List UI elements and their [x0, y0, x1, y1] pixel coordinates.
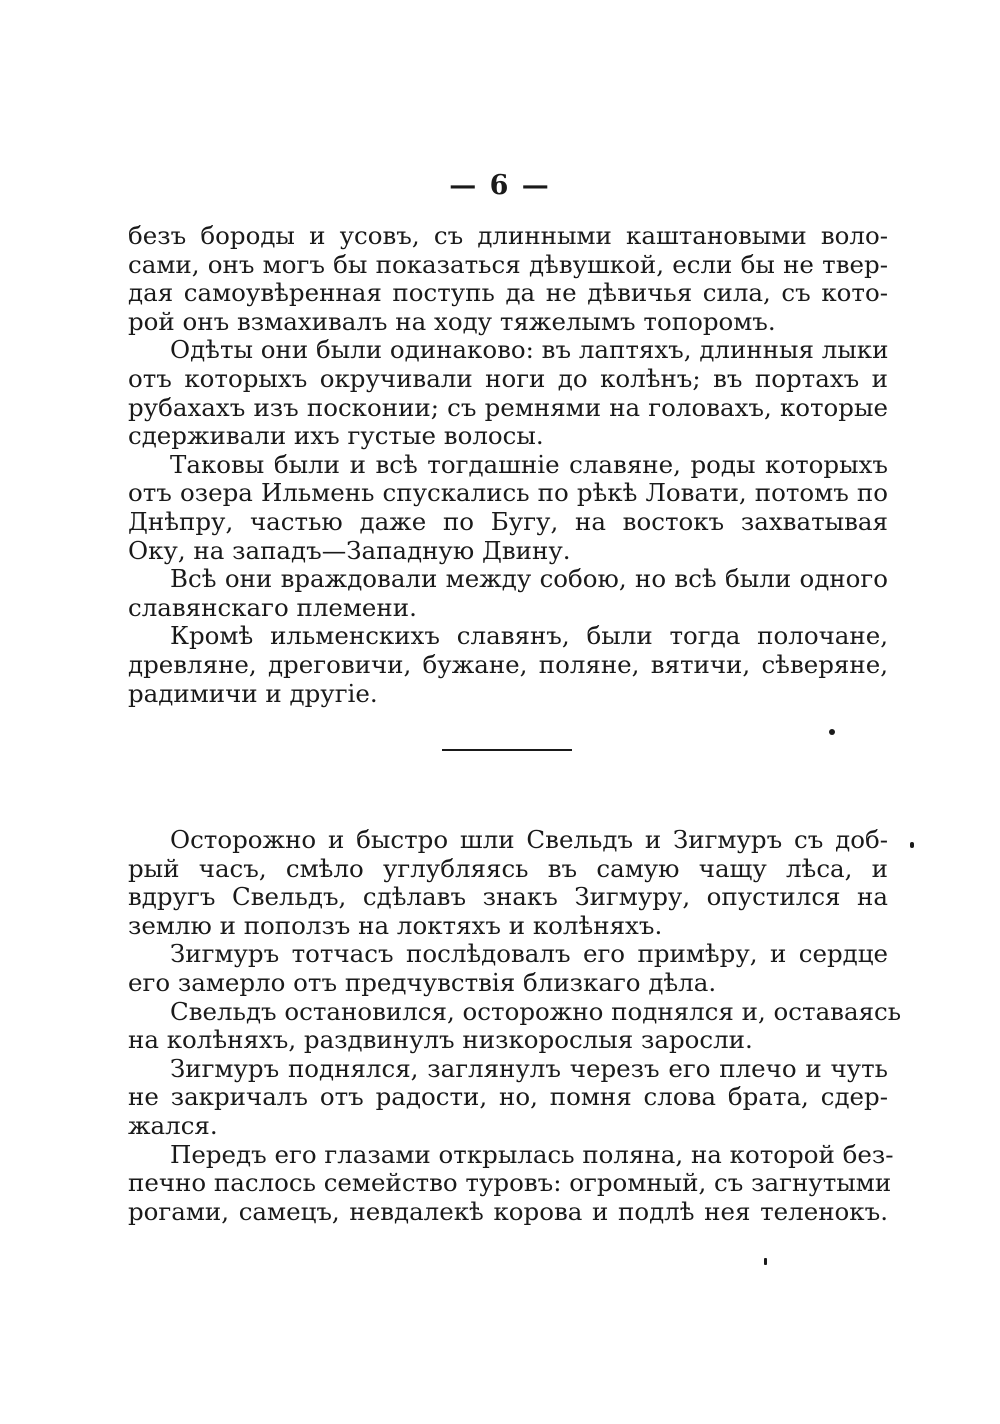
paragraph-start-line: Осторожно и быстро шли Свельдъ и Зигмуръ съ доб- — [170, 825, 888, 854]
text-line: на колѣняхъ, раздвинулъ низкорослыя заросли. — [128, 1025, 753, 1055]
text-line: Днѣпру, частью даже по Бугу, на востокъ захватывая — [128, 506, 888, 536]
paragraph-start-line: Зигмуръ поднялся, заглянулъ черезъ его плечо и чуть — [170, 1053, 888, 1083]
text-line: печно паслось семейство туровъ: огромный, съ загнутыми — [128, 1168, 892, 1198]
text-line: жался. — [128, 1110, 218, 1140]
text-line: не закричалъ отъ радости, но, помня слова брата, сдер- — [128, 1082, 888, 1112]
paragraph-start-line: Таковы были и всѣ тогдашніе славяне, роды которыхъ — [170, 449, 888, 479]
text-line: радимичи и другіе. — [128, 678, 378, 708]
text-line: его замерло отъ предчувствія близкаго дѣла. — [128, 967, 717, 997]
text-line: Оку, на западъ—Западную Двину. — [128, 535, 571, 565]
ink-speck — [764, 1258, 767, 1265]
text-line: отъ озера Ильмень спускались по рѣкѣ Ловати, потомъ по — [128, 478, 888, 508]
paragraph-start-line: Всѣ они враждовали между собою, но всѣ были одного — [170, 564, 888, 594]
text-line: отъ которыхъ окручивали ноги до колѣнъ; въ портахъ и — [128, 363, 888, 393]
paragraph-start-line: Передъ его глазами открылась поляна, на которой без- — [170, 1139, 894, 1169]
text-line: славянскаго племени. — [128, 592, 417, 622]
text-section-1 — [128, 222, 888, 708]
text-line: землю и поползъ на локтяхъ и колѣняхъ. — [128, 910, 663, 940]
text-section-2 — [128, 825, 902, 1226]
text-line: рогами, самецъ, невдалекѣ корова и подлѣ нея теленокъ. — [128, 1196, 888, 1226]
paragraph-start-line: Свельдъ остановился, осторожно поднялся и, оставаясь — [170, 996, 902, 1026]
paragraph-start-line: Кромѣ ильменскихъ славянъ, были тогда полочане, — [170, 621, 888, 651]
text-line: рый часъ, смѣло углубляясь въ самую чащу лѣса, и — [128, 853, 888, 883]
section-divider — [442, 749, 572, 751]
ink-speck — [910, 842, 914, 848]
text-line: сдерживали ихъ густые волосы. — [128, 421, 544, 451]
text-line: рой онъ взмахивалъ на ходу тяжелымъ топоромъ. — [128, 306, 776, 336]
ink-speck — [829, 729, 835, 735]
text-line: рубахахъ изъ посконии; съ ремнями на головахъ, которые — [128, 392, 888, 422]
page-number: — 6 — — [449, 170, 551, 201]
paragraph-start-line: Одѣты они были одинаково: въ лаптяхъ, длинныя лыки — [170, 335, 889, 365]
text-line: сами, онъ могъ бы показаться дѣвушкой, если бы не твер- — [128, 249, 888, 279]
text-line: дая самоувѣренная поступь да не дѣвичья сила, съ кото- — [128, 278, 888, 308]
text-line: древляне, дреговичи, бужане, поляне, вятичи, сѣверяне, — [128, 649, 888, 679]
text-line: безъ бороды и усовъ, съ длинными каштановыми воло- — [128, 221, 888, 250]
text-line: вдругъ Свельдъ, сдѣлавъ знакъ Зигмуру, опустился на — [128, 882, 888, 912]
paragraph-start-line: Зигмуръ тотчасъ послѣдовалъ его примѣру, и сердце — [170, 939, 888, 969]
